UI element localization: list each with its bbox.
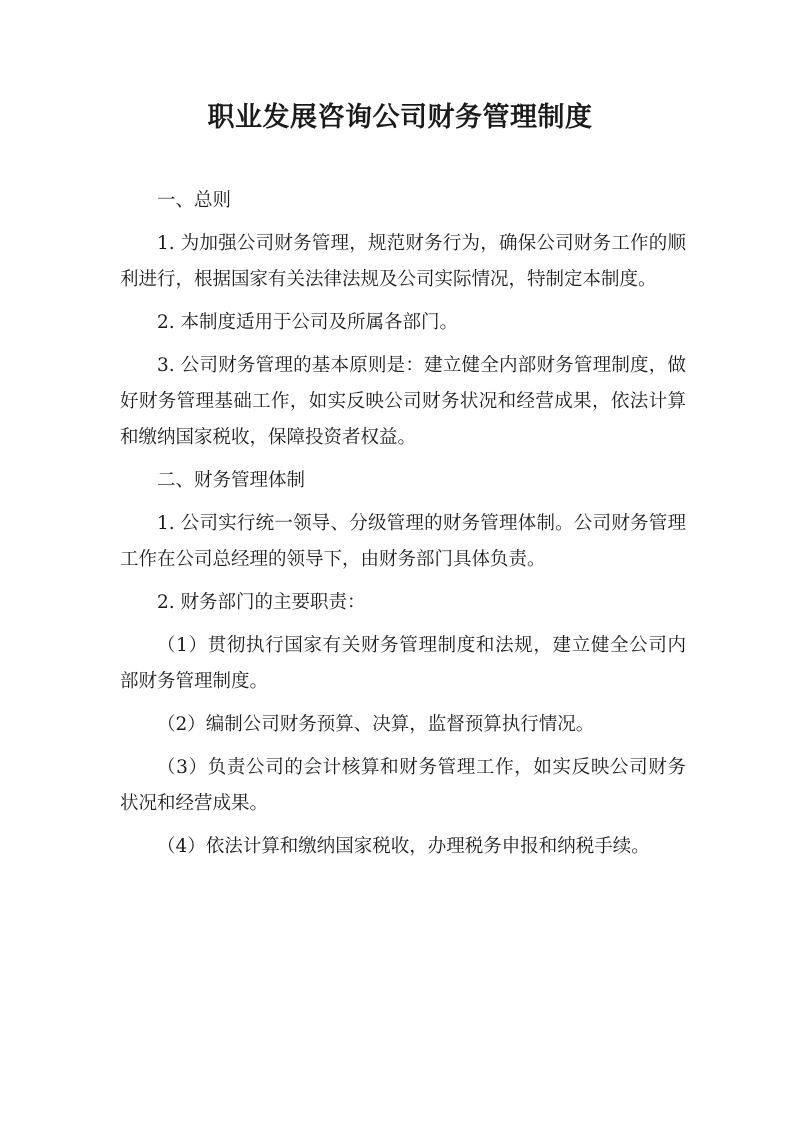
duty-item-4: （4）依法计算和缴纳国家税收，办理税务申报和纳税手续。 [157, 836, 650, 857]
paragraph-general-1: 1. 为加强公司财务管理，规范财务行为，确保公司财务工作的顺利进行，根据国家有关法律法规及公司实际情况，特制定本制度。 [120, 233, 686, 290]
duty-item-3: （3）负责公司的会计核算和财务管理工作，如实反映公司财务状况和经营成果。 [120, 757, 686, 814]
paragraph-system-1: 1. 公司实行统一领导、分级管理的财务管理体制。公司财务管理工作在公司总经理的领导下，由财务部门具体负责。 [120, 513, 686, 570]
paragraph-general-2: 2. 本制度适用于公司及所属各部门。 [157, 312, 459, 333]
paragraph-general-3: 3. 公司财务管理的基本原则是：建立健全内部财务管理制度，做好财务管理基础工作，如实反映公司财务状况和经营成果，依法计算和缴纳国家税收，保障投资者权益。 [120, 355, 686, 448]
section-heading-system: 二、财务管理体制 [157, 470, 306, 491]
paragraph-system-2: 2. 财务部门的主要职责： [157, 592, 366, 613]
document-title: 职业发展咨询公司财务管理制度 [207, 102, 593, 133]
document-body [120, 183, 686, 872]
duty-item-2: （2）编制公司财务预算、决算，监督预算执行情况。 [157, 714, 595, 735]
duty-item-1: （1）贯彻执行国家有关财务管理制度和法规，建立健全公司内部财务管理制度。 [120, 635, 686, 692]
section-heading-general: 一、总则 [157, 190, 232, 211]
